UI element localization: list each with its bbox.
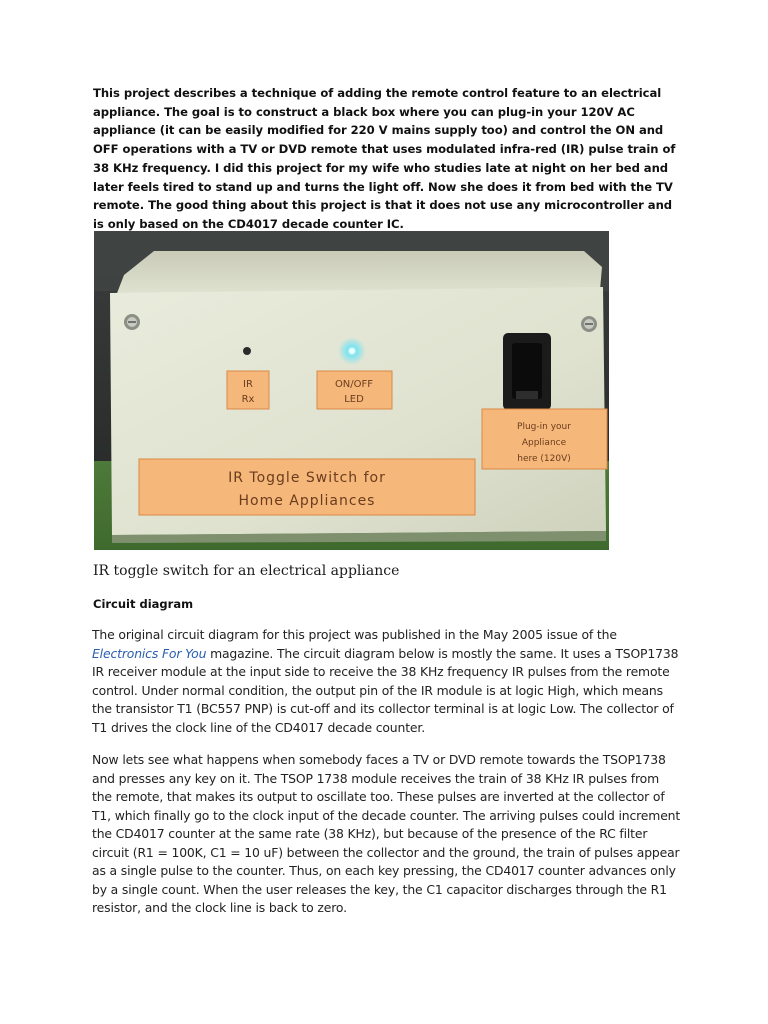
device-photo-graphic bbox=[94, 231, 609, 550]
section-heading: Circuit diagram bbox=[93, 597, 194, 611]
ir-receiver-window bbox=[243, 347, 251, 355]
plug-label-line-1: Plug-in your bbox=[517, 422, 571, 432]
paragraph-circuit-intro bbox=[92, 626, 682, 737]
onoff-label: ON/OFF bbox=[334, 379, 374, 390]
led-label: LED bbox=[344, 394, 364, 405]
ir-label: IR bbox=[243, 379, 253, 390]
plug-label-line-3: here (120V) bbox=[517, 454, 571, 464]
magazine-link[interactable]: Electronics For You bbox=[92, 645, 207, 661]
intro-paragraph: This project describes a technique of adding the remote control feature to an electrical appliance. The goal is to construct a black box where you can plug-in your 120V AC appliance (it can be easily modified for 220 V mains supply too) and control the ON and OFF operations with a TV or DVD remote that uses modulated infra-red (IR) pulse train of 38 KHz frequency. I did this project for my wife who studies late at night on her bed and later feels tired to stand up and turns the light off. Now she does it from bed with the TV remote. The good thing about this project is that it does not use any microcontroller and is only based on the CD4017 decade counter IC. bbox=[93, 86, 676, 231]
device-photo bbox=[94, 231, 609, 550]
paragraph-text: magazine. The circuit diagram below is mostly the same. It uses a TSOP1738 IR receiver module at the input side to receive the 38 KHz frequency IR pulses from the remote control. Under normal condition, the output pin of the IR module is at logic High, which means the transistor T1 (BC557 PNP) is cut-off and its collector terminal is at logic Low. The collector of T1 drives the clock line of the CD4017 decade counter. bbox=[92, 645, 679, 735]
plug-label-line-2: Appliance bbox=[521, 438, 567, 448]
photo-caption: IR toggle switch for an electrical appliance bbox=[93, 563, 400, 579]
screw-icon bbox=[581, 316, 597, 332]
title-label-line-1: IR Toggle Switch for bbox=[228, 470, 386, 486]
screw-icon bbox=[124, 314, 140, 330]
paragraph-text: The original circuit diagram for this project was published in the May 2005 issue of the bbox=[92, 627, 617, 642]
rx-label: Rx bbox=[241, 394, 255, 405]
title-label-line-2: Home Appliances bbox=[238, 493, 376, 509]
paragraph-operation: Now lets see what happens when somebody faces a TV or DVD remote towards the TSOP1738 and presses any key on it. The TSOP 1738 module receives the train of 38 KHz IR pulses from the remote, that makes its output to oscillate too. These pulses are inverted at the collector of T1, which finally go to the clock input of the decade counter. The arriving pulses could increment the CD4017 counter at the same rate (38 KHz), but because of the presence of the RC filter circuit (R1 = 100K, C1 = 10 uF) between the collector and the ground, the train of pulses appear as a single pulse to the counter. Thus, on each key pressing, the CD4017 counter advances only by a single count. When the user releases the key, the C1 capacitor discharges through the R1 resistor, and the clock line is back to zero. bbox=[92, 752, 681, 915]
